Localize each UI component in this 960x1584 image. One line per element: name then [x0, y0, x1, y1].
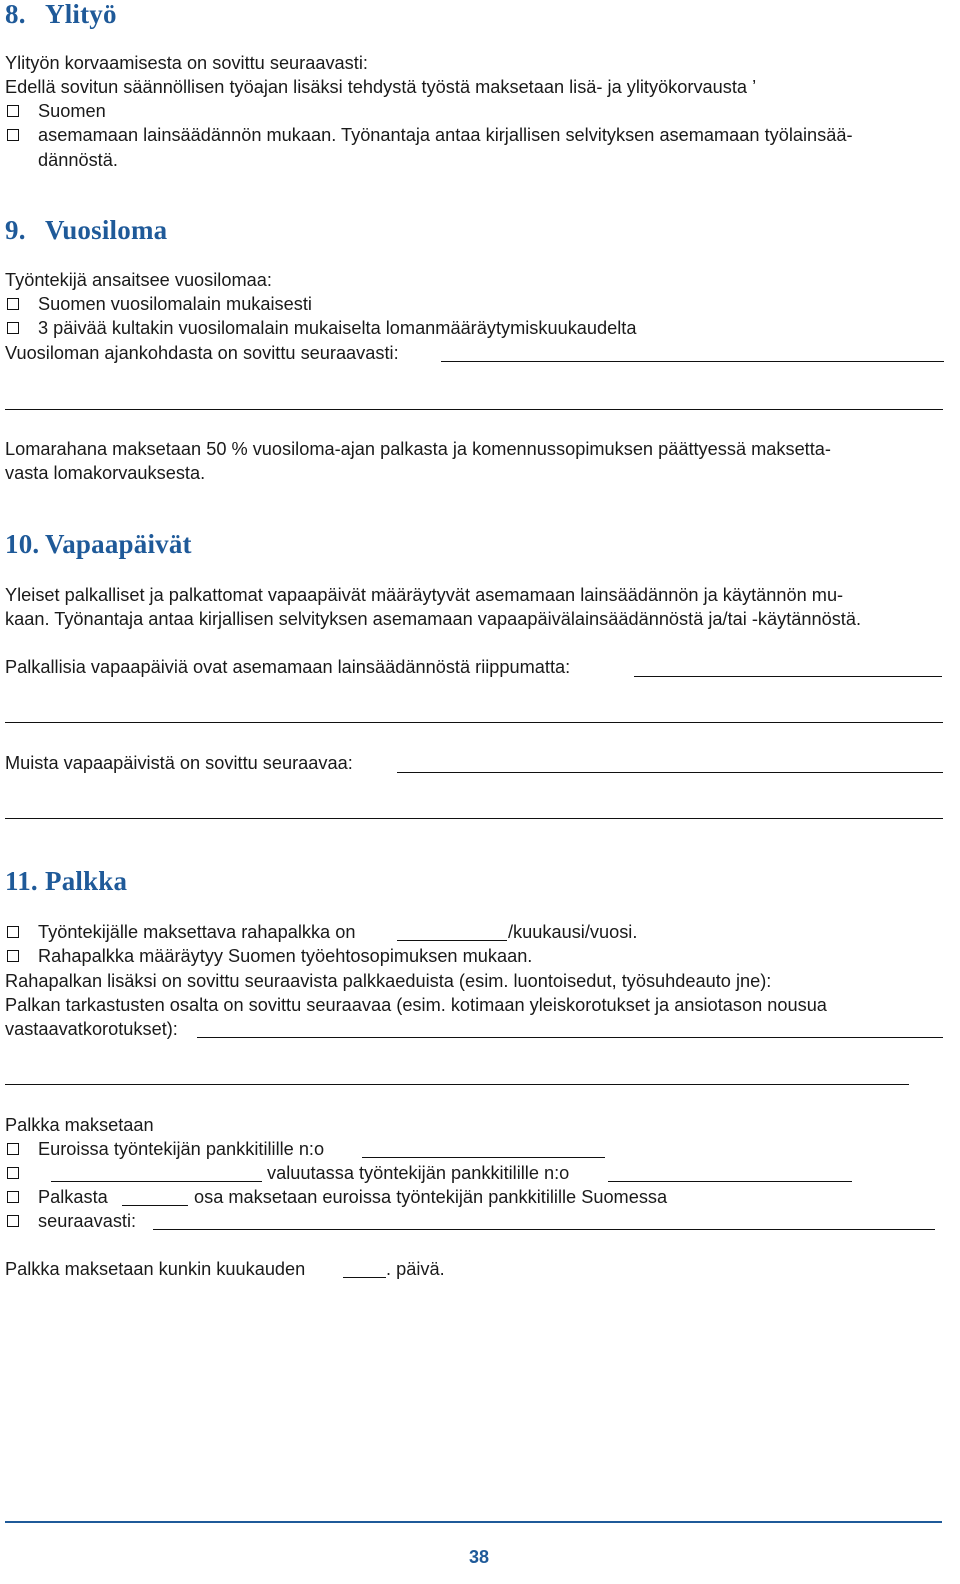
salary-review-label-cont: vastaavatkorotukset):: [5, 1019, 178, 1039]
checkbox-overtime-finland[interactable]: [7, 105, 19, 117]
option-label: Suomen: [38, 101, 106, 121]
salary-review-field-line2[interactable]: [5, 1084, 909, 1085]
salary-paid-label: Palkka maksetaan: [5, 1115, 154, 1135]
option-label: seuraavasti:: [38, 1211, 137, 1231]
pay-day-field[interactable]: [343, 1277, 386, 1278]
checkbox-salary-collective-agreement[interactable]: [7, 950, 19, 962]
salary-review-field[interactable]: [197, 1037, 943, 1038]
salary-review-label: Palkan tarkastusten osalta on sovittu seuraavaa (esim. kotimaan yleiskorotukset ja ansiotason nousua: [5, 995, 827, 1015]
overtime-intro: Ylityön korvaamisesta on sovittu seuraavasti:: [5, 53, 368, 73]
vacation-timing-label: Vuosiloman ajankohdasta on sovittu seuraavasti:: [5, 343, 399, 363]
option-label: valuutassa työntekijän pankkitilille n:o: [267, 1163, 570, 1183]
checkbox-overtime-host-country[interactable]: [7, 129, 19, 141]
section-11-heading: [5, 866, 127, 897]
checkbox-vacation-law[interactable]: [7, 298, 19, 310]
salary-amount-field[interactable]: [397, 940, 507, 941]
other-days-off-field-line2[interactable]: [5, 818, 943, 819]
pay-other-field[interactable]: [153, 1229, 935, 1230]
option-label-suffix: osa maksetaan euroissa työntekijän pankkitilille Suomessa: [194, 1187, 668, 1207]
pay-day-suffix: . päivä.: [386, 1259, 445, 1279]
paid-days-off-field-line2[interactable]: [5, 722, 943, 723]
checkbox-pay-currency-account[interactable]: [7, 1167, 19, 1179]
section-8-heading: [5, 0, 117, 30]
section-10-heading: [5, 529, 192, 560]
checkbox-pay-split[interactable]: [7, 1191, 19, 1203]
option-label: Palkasta: [38, 1187, 108, 1207]
option-label-cont: dännöstä.: [38, 150, 118, 170]
checkbox-pay-other[interactable]: [7, 1215, 19, 1227]
option-label-suffix: /kuukausi/vuosi.: [508, 922, 638, 942]
pay-day-label: Palkka maksetaan kunkin kuukauden: [5, 1259, 306, 1279]
section-number: 11.: [5, 866, 38, 896]
option-label: Rahapalkka määräytyy Suomen työehtosopimuksen mukaan.: [38, 946, 533, 966]
section-title: Vuosiloma: [45, 215, 168, 245]
option-label: Työntekijälle maksettava rahapalkka on: [38, 922, 356, 942]
section-title: Palkka: [45, 866, 128, 896]
option-label: asemamaan lainsäädännön mukaan. Työnantaja antaa kirjallisen selvityksen asemamaan työlainsää-: [38, 125, 853, 145]
section-number: 10.: [5, 529, 40, 559]
vacation-intro: Työntekijä ansaitsee vuosilomaa:: [5, 270, 272, 290]
holiday-bonus-text-cont: vasta lomakorvauksesta.: [5, 463, 206, 483]
overtime-description: Edellä sovitun säännöllisen työajan lisäksi tehdystä työstä maksetaan lisä- ja ylityökorvausta ’: [5, 77, 757, 97]
other-days-off-label: Muista vapaapäivistä on sovittu seuraavaa:: [5, 753, 353, 773]
checkbox-pay-euro-account[interactable]: [7, 1143, 19, 1155]
section-title: Vapaapäivät: [45, 529, 192, 559]
checkbox-vacation-3-days[interactable]: [7, 322, 19, 334]
salary-benefits-label: Rahapalkan lisäksi on sovittu seuraavista palkkaeduista (esim. luontoisedut, työsuhdeauto jne):: [5, 971, 772, 991]
other-days-off-field[interactable]: [397, 772, 943, 773]
section-number: 8.: [5, 0, 26, 29]
section-title: Ylityö: [45, 0, 117, 29]
currency-account-number-field[interactable]: [608, 1181, 852, 1182]
checkbox-salary-amount[interactable]: [7, 926, 19, 938]
paid-days-off-field[interactable]: [634, 676, 942, 677]
section-number: 9.: [5, 215, 26, 245]
paid-days-off-label: Palkallisia vapaapäiviä ovat asemamaan lainsäädännöstä riippumatta:: [5, 657, 571, 677]
vacation-timing-field-line2[interactable]: [5, 409, 943, 410]
vacation-timing-field[interactable]: [441, 361, 944, 362]
currency-field[interactable]: [51, 1181, 262, 1182]
days-off-text-cont: kaan. Työnantaja antaa kirjallisen selvityksen asemamaan vapaapäivälainsäädännöstä ja/tai -käytännöstä.: [5, 609, 862, 629]
footer-divider: [5, 1521, 942, 1523]
holiday-bonus-text: Lomarahana maksetaan 50 % vuosiloma-ajan palkasta ja komennussopimuksen päättyessä maksetta-: [5, 439, 831, 459]
section-9-heading: [5, 215, 167, 246]
split-portion-field[interactable]: [122, 1205, 188, 1206]
option-label: Euroissa työntekijän pankkitilille n:o: [38, 1139, 325, 1159]
page-number: 38: [468, 1547, 490, 1567]
days-off-text: Yleiset palkalliset ja palkattomat vapaapäivät määräytyvät asemamaan lainsäädännön ja käytännön mu-: [5, 585, 844, 605]
option-label: Suomen vuosilomalain mukaisesti: [38, 294, 312, 314]
option-label: 3 päivää kultakin vuosilomalain mukaiselta lomanmääräytymiskuukaudelta: [38, 318, 637, 338]
euro-account-number-field[interactable]: [362, 1157, 605, 1158]
